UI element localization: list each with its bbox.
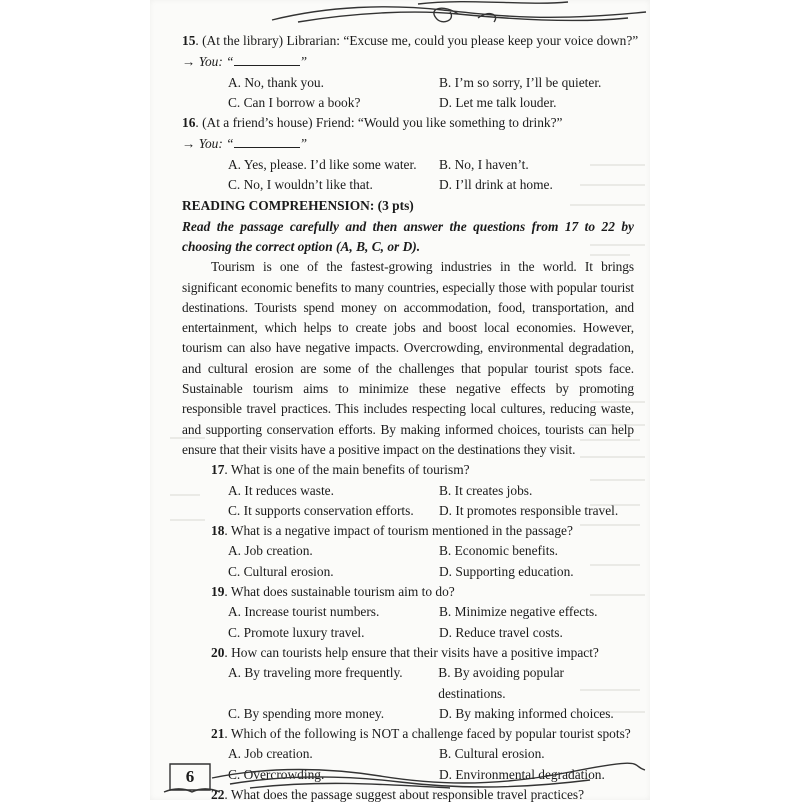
option-b: B. No, I haven’t. [439, 156, 529, 172]
option-a: A. It reduces waste. [228, 482, 334, 498]
options-row [182, 663, 634, 704]
section-heading: READING COMPREHENSION: (3 pts) [182, 198, 414, 214]
option-a: A. Yes, please. I’d like some water. [228, 156, 417, 172]
option-c: C. Promote luxury travel. [228, 624, 365, 640]
options-row [182, 73, 634, 93]
option-d: D. Environmental degradation. [439, 766, 605, 782]
option-b: B. Economic benefits. [439, 543, 558, 559]
option-c: C. By spending more money. [228, 705, 385, 721]
question-15: 15. (At the library) Librarian: “Excuse me, could you please keep your voice down?” [182, 33, 639, 48]
options-row [182, 155, 634, 175]
option-d: D. Let me talk louder. [439, 94, 557, 110]
options-row [182, 501, 634, 521]
instructions: Read the passage carefully and then answer the questions from 17 to 22 by choosing the correct option (A, B, C, or D). [182, 218, 634, 254]
page-number: 6 [185, 767, 195, 786]
option-d: D. Reduce travel costs. [439, 624, 563, 640]
bottom-ornament [150, 758, 650, 796]
blank-line [234, 133, 300, 148]
top-ornament [268, 0, 650, 28]
option-d: D. Supporting education. [439, 563, 574, 579]
question-number: 17 [211, 462, 225, 478]
question-19: 19. What does sustainable tourism aim to do? A. Increase tourist numbers. B. Minimize negative effects. C. Promote luxury travel. D. Reduce travel costs. [182, 582, 634, 643]
question-20: 20. How can tourists help ensure that their visits have a positive impact? A. By traveling more frequently. B. By avoiding popular destinations. C. By spending more money. D. By making informed choices. [182, 643, 634, 724]
question-number: 15 [182, 33, 196, 48]
question-16: 16. (At a friend’s house) Friend: “Would you like something to drink?” [182, 115, 563, 131]
option-b: B. I’m so sorry, I’ll be quieter. [439, 74, 602, 90]
question-21: 21. Which of the following is NOT a challenge faced by popular tourist spots? A. Job creation. B. Cultural erosion. C. Overcrowding. D. Environmental degradation. [182, 724, 634, 785]
option-a: A. Job creation. [228, 543, 313, 559]
options-row [182, 481, 634, 501]
option-a: A. Job creation. [228, 746, 313, 762]
page-content [182, 31, 639, 805]
option-a: A. Increase tourist numbers. [228, 604, 380, 620]
option-a: A. By traveling more frequently. [228, 665, 403, 681]
question-number: 16 [182, 115, 196, 131]
options-row [182, 704, 634, 724]
question-number: 20 [211, 644, 225, 660]
option-a: A. No, thank you. [228, 74, 324, 90]
blank-line [234, 51, 300, 66]
option-d: D. By making informed choices. [439, 705, 614, 721]
options-row [182, 93, 634, 113]
option-b: B. Cultural erosion. [439, 746, 545, 762]
options-row [182, 541, 634, 561]
answer-blank-15: → You: “ ” [182, 51, 634, 72]
options-row [182, 602, 634, 622]
option-b: B. Minimize negative effects. [439, 604, 598, 620]
option-c: C. It supports conservation efforts. [228, 502, 414, 518]
options-row [182, 623, 634, 643]
option-b: B. By avoiding popular destinations. [438, 665, 564, 701]
option-d: D. I’ll drink at home. [439, 177, 553, 193]
options-row [182, 562, 634, 582]
option-d: D. It promotes responsible travel. [439, 502, 619, 518]
question-number: 22 [211, 786, 225, 802]
option-c: C. Overcrowding. [228, 766, 325, 782]
question-number: 19 [211, 584, 225, 600]
question-17: 17. What is one of the main benefits of tourism? A. It reduces waste. B. It creates jobs. C. It supports conservation efforts. D. It promotes responsible travel. [182, 460, 634, 521]
option-c: C. Can I borrow a book? [228, 94, 361, 110]
question-number: 21 [211, 726, 225, 742]
option-c: C. Cultural erosion. [228, 563, 334, 579]
question-number: 18 [211, 523, 225, 539]
question-22: 22. What does the passage suggest about responsible travel practices? [211, 786, 585, 802]
option-c: C. No, I wouldn’t like that. [228, 177, 373, 193]
reading-passage: Tourism is one of the fastest-growing industries in the world. It brings significant economic benefits to many countries, especially those with popular tourist destinations. Tourists spend money on accommodation, food, transportation, and entertainment, which helps to create jobs and boost local economies. However, tourism can also have negative impacts. Overcrowding, environmental degradation, and cultural erosion are some of the challenges that popular tourist spots face. Sustainable tourism aims to minimize these negative effects by promoting responsible travel practices. This includes respecting local cultures, reducing waste, and supporting conservation efforts. By making informed choices, tourists can help ensure that their visits have a positive impact on the destinations they visit. [182, 259, 634, 457]
options-row [182, 175, 634, 195]
option-b: B. It creates jobs. [439, 482, 533, 498]
answer-blank-16: → You: “ ” [182, 133, 634, 154]
question-18: 18. What is a negative impact of tourism mentioned in the passage? A. Job creation. B. Economic benefits. C. Cultural erosion. D. Supporting education. [182, 521, 634, 582]
reading-questions [182, 460, 634, 805]
